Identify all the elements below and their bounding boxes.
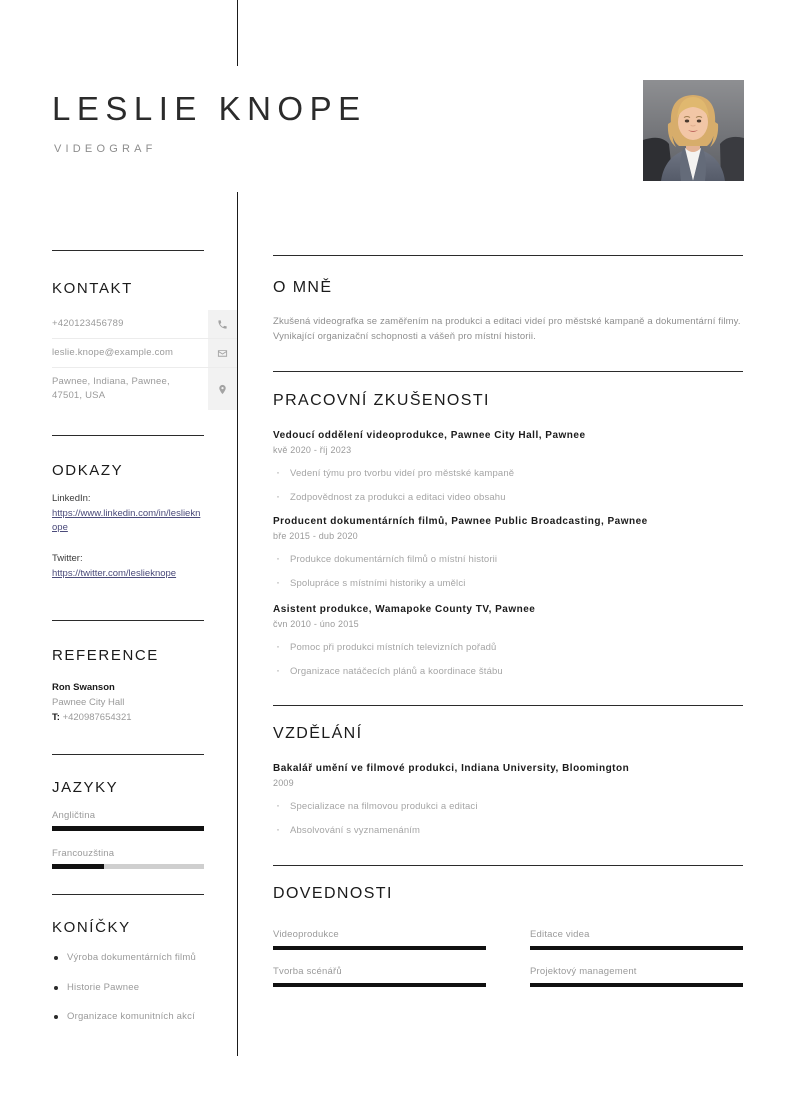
link-item-twitter [52, 552, 204, 581]
experience-entry [273, 428, 743, 505]
experience-entry [273, 514, 743, 591]
job-title: Producent dokumentárních filmů, Pawnee Public Broadcasting, Pawnee [273, 516, 648, 527]
contact-list [52, 310, 237, 410]
reference-name: Ron Swanson [52, 682, 115, 693]
hobbies-list [52, 951, 204, 1025]
language-level-fill [52, 826, 204, 831]
job-title: Asistent produkce, Wamapoke County TV, Pawnee [273, 604, 536, 615]
about-summary-text: Zkušená videografka se zaměřením na produkci a editaci videí pro městské kampaně a dokumentární filmy. Vynikající organizační schopnosti a vášeň pro místní historii. [273, 316, 741, 342]
experience-section-divider [273, 371, 743, 372]
job-title: Vedoucí oddělení videoprodukce, Pawnee City Hall, Pawnee [273, 430, 586, 441]
reference-section-divider [52, 620, 204, 621]
skill-level-bar [530, 983, 743, 987]
list-item: Výroba dokumentárních filmů [52, 951, 204, 966]
reference-phone-value: +420987654321 [62, 712, 132, 723]
contact-item-address[interactable] [52, 368, 237, 410]
language-level-fill [52, 864, 104, 869]
twitter-url[interactable]: https://twitter.com/leslieknope [52, 567, 177, 579]
main-column [237, 192, 794, 1120]
education-bullet: · Absolvování s vyznamenáním [273, 823, 743, 838]
sidebar-heading-odkazy: ODKAZY [52, 462, 124, 479]
languages-section-divider [52, 754, 204, 755]
contact-address-value: Pawnee, Indiana, Pawnee, 47501, USA [52, 376, 170, 401]
skill-level-fill [530, 983, 743, 987]
skill-level-bar [273, 983, 486, 987]
job-date: čvn 2010 - úno 2015 [273, 619, 359, 629]
section-heading-vzdelani: VZDĚLÁNÍ [273, 725, 363, 742]
contact-section-divider [52, 250, 204, 251]
contact-item-phone[interactable] [52, 310, 237, 339]
contact-phone-value: +420123456789 [52, 318, 124, 329]
job-role-subtitle: VIDEOGRAF [54, 143, 157, 155]
list-item: Organizace komunitních akcí [52, 1010, 204, 1025]
location-pin-icon [208, 368, 237, 410]
section-heading-o-mne: O MNĚ [273, 279, 333, 296]
education-date: 2009 [273, 778, 294, 788]
skill-item [273, 929, 486, 950]
job-bullet: · Zodpovědnost za produkci a editaci video obsahu [273, 490, 743, 505]
header-vertical-divider [237, 0, 238, 66]
job-bullet: · Organizace natáčecích plánů a koordinace štábu [273, 664, 743, 679]
language-level-bar [52, 864, 204, 869]
job-date: kvě 2020 - říj 2023 [273, 445, 352, 455]
language-level-bar [52, 826, 204, 831]
skill-name: Tvorba scénářů [273, 966, 342, 977]
profile-photo [643, 80, 744, 181]
skill-level-bar [530, 946, 743, 950]
sidebar [0, 192, 237, 1120]
language-name: Angličtina [52, 810, 96, 821]
job-bullet: · Produkce dokumentárních filmů o místní historii [273, 552, 743, 567]
experience-entry [273, 602, 743, 679]
skill-name: Projektový management [530, 966, 637, 977]
mail-icon [208, 339, 237, 367]
education-bullet: · Specializace na filmovou produkci a editaci [273, 799, 743, 814]
hobbies-section-divider [52, 894, 204, 895]
twitter-label: Twitter: [52, 553, 83, 564]
skill-level-fill [273, 946, 486, 950]
contact-email-value: leslie.knope@example.com [52, 347, 174, 358]
list-item: Historie Pawnee [52, 981, 204, 996]
sidebar-heading-kontakt: KONTAKT [52, 280, 133, 297]
skill-item [530, 966, 743, 987]
job-bullet: · Vedení týmu pro tvorbu videí pro městské kampaně [273, 466, 743, 481]
skill-level-fill [273, 983, 486, 987]
about-section-divider [273, 255, 743, 256]
reference-organization: Pawnee City Hall [52, 697, 125, 708]
language-item-1 [52, 848, 204, 869]
education-title: Bakalář umění ve filmové produkci, Indiana University, Bloomington [273, 763, 630, 774]
section-heading-dovednosti: DOVEDNOSTI [273, 885, 393, 902]
education-section-divider [273, 705, 743, 706]
skill-item [273, 966, 486, 987]
sidebar-heading-konicky: KONÍČKY [52, 919, 131, 936]
portrait-illustration [643, 80, 744, 181]
linkedin-url[interactable]: https://www.linkedin.com/in/leslieknope [52, 507, 201, 533]
skill-level-bar [273, 946, 486, 950]
contact-item-email[interactable] [52, 339, 237, 368]
language-item-0 [52, 810, 204, 831]
page-title: LESLIE KNOPE [52, 90, 367, 127]
language-name: Francouzština [52, 848, 115, 859]
phone-icon [208, 310, 237, 338]
skill-name: Videoprodukce [273, 929, 339, 940]
linkedin-label: LinkedIn: [52, 493, 91, 504]
sidebar-heading-jazyky: JAZYKY [52, 779, 119, 796]
reference-phone-label: T: [52, 712, 60, 723]
link-item-linkedin [52, 492, 204, 536]
sidebar-heading-reference: REFERENCE [52, 647, 159, 664]
skill-level-fill [530, 946, 743, 950]
links-section-divider [52, 435, 204, 436]
skill-name: Editace videa [530, 929, 590, 940]
education-entry [273, 761, 743, 838]
job-date: bře 2015 - dub 2020 [273, 531, 358, 541]
reference-phone-row [52, 710, 204, 725]
skills-grid [273, 929, 743, 987]
section-heading-pracovni-zkusenosti: PRACOVNÍ ZKUŠENOSTI [273, 392, 490, 409]
skills-section-divider [273, 865, 743, 866]
reference-card [52, 680, 204, 725]
job-bullet: · Pomoc při produkci místních televizních pořadů [273, 640, 743, 655]
resume-header [0, 66, 794, 192]
job-bullet: · Spolupráce s místními historiky a umělci [273, 576, 743, 591]
skill-item [530, 929, 743, 950]
